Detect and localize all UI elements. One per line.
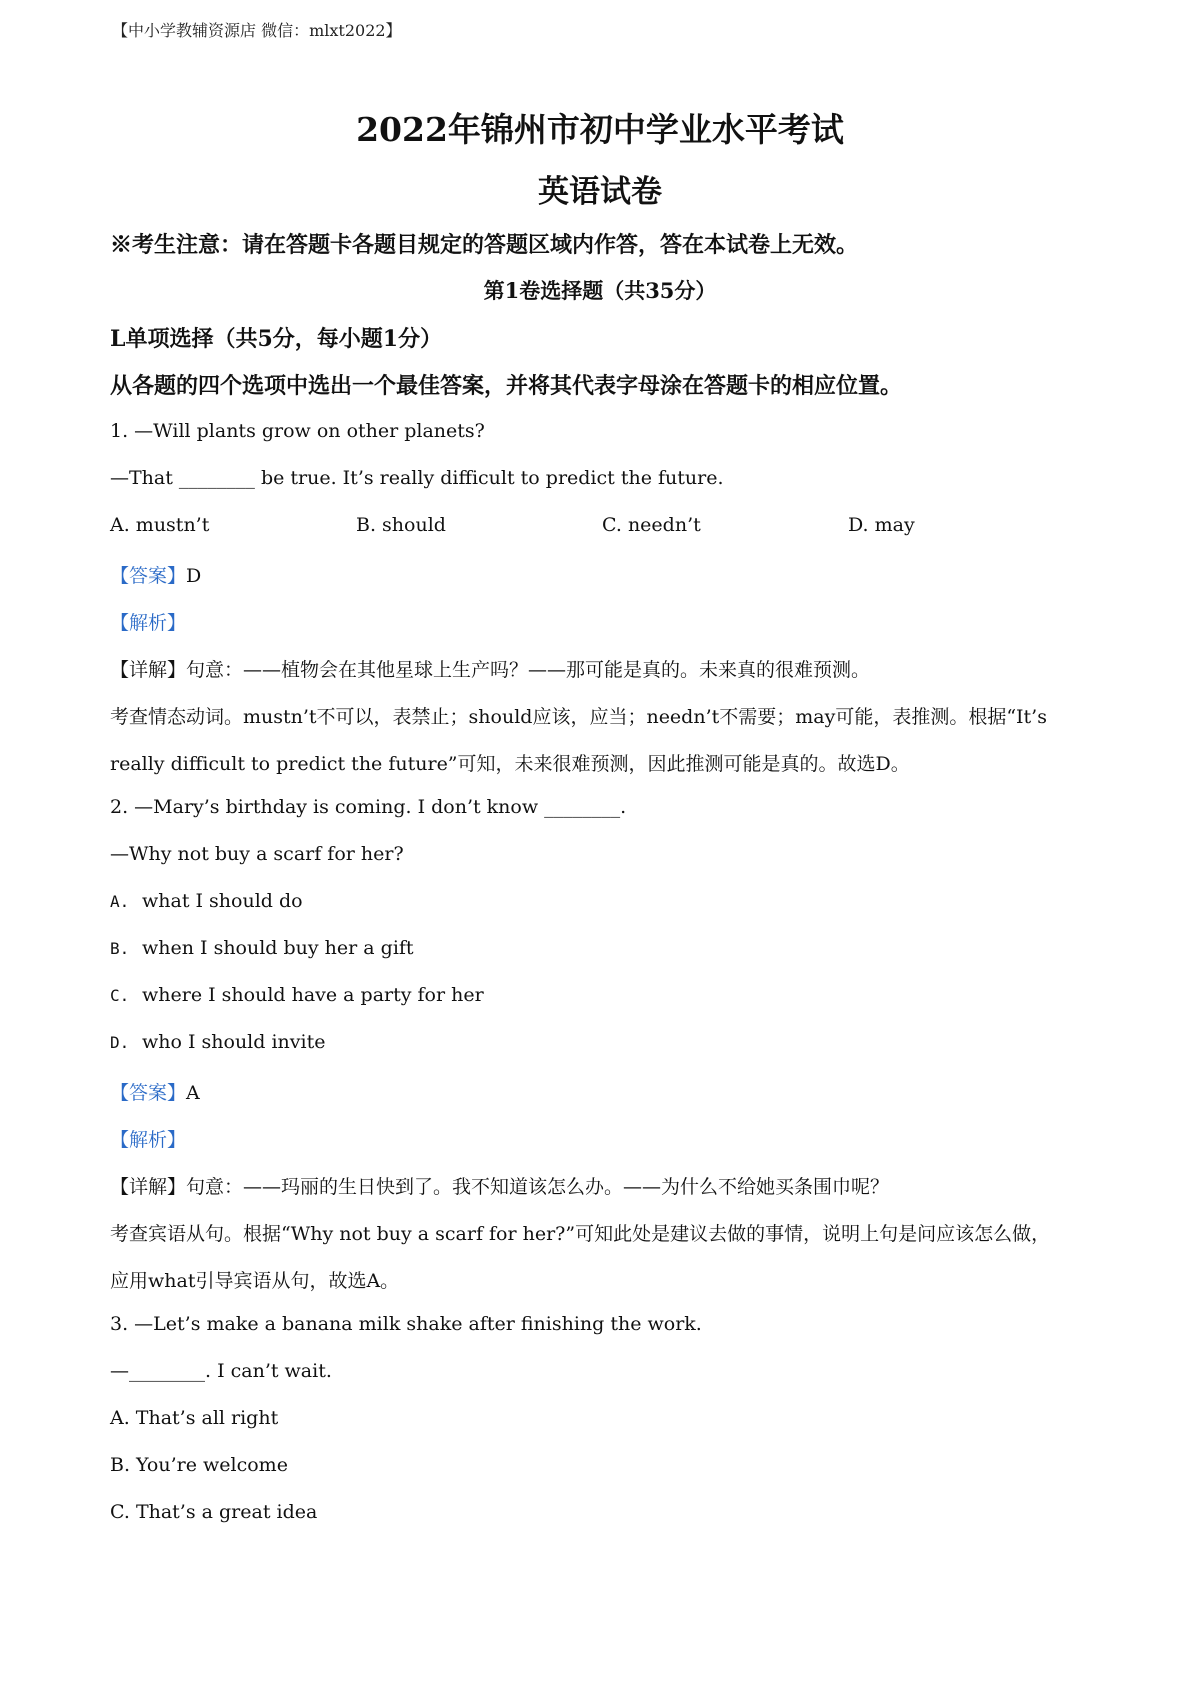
part1-instruction: 从各题的四个选项中选出一个最佳答案，并将其代表字母涂在答题卡的相应位置。: [110, 373, 903, 399]
q3-option-b: B. You’re welcome: [110, 1454, 288, 1476]
q2-option-d: [110, 1031, 325, 1053]
q2-analysis-label: 【解析】: [110, 1129, 187, 1151]
q1-option-b: B. should: [356, 514, 446, 536]
q2-detail-3: 应用what引导宾语从句，故选A。: [110, 1270, 400, 1292]
q1-option-d: D. may: [848, 514, 915, 536]
answer-label: 【答案】: [110, 1082, 187, 1104]
q1-line1: 1. —Will plants grow on other planets?: [110, 420, 485, 442]
candidate-notice: ※考生注意：请在答题卡各题目规定的答题区域内作答，答在本试卷上无效。: [110, 232, 859, 258]
q2-line2: —Why not buy a scarf for her?: [110, 843, 404, 865]
option-letter: D.: [110, 1033, 130, 1052]
q2-option-b: [110, 937, 414, 959]
answer-label: 【答案】: [110, 565, 187, 587]
option-text: when I should buy her a gift: [142, 937, 414, 959]
q2-detail-2: 考查宾语从句。根据“Why not buy a scarf for her?”可知此处是建议去做的事情，说明上句是问应该怎么做，: [110, 1223, 1051, 1245]
q1-line2: —That ________ be true. It’s really difficult to predict the future.: [110, 467, 724, 489]
q3-line1: 3. —Let’s make a banana milk shake after finishing the work.: [110, 1313, 702, 1335]
q1-option-a: A. mustn’t: [110, 514, 210, 536]
option-text: what I should do: [142, 890, 303, 912]
q2-option-a: [110, 890, 303, 912]
section-heading: 第1卷选择题（共35分）: [483, 278, 717, 303]
option-letter: B.: [110, 939, 130, 958]
q1-option-c: C. needn’t: [602, 514, 701, 536]
q2-detail-1: 【详解】句意：——玛丽的生日快到了。我不知道该怎么办。——为什么不给她买条围巾呢？: [110, 1176, 890, 1198]
q1-answer: [110, 561, 201, 588]
q1-detail-3: really difficult to predict the future”可知，未来很难预测，因此推测可能是真的。故选D。: [110, 753, 910, 775]
option-text: where I should have a party for her: [142, 984, 484, 1006]
option-letter: A.: [110, 892, 130, 911]
q2-answer: [110, 1078, 200, 1105]
q1-detail-2: 考查情态动词。mustn’t不可以，表禁止；should应该，应当；needn’t不需要；may可能，表推测。根据“It’s: [110, 706, 1047, 728]
q1-analysis-label: 【解析】: [110, 612, 187, 634]
q3-line2: —________. I can’t wait.: [110, 1360, 332, 1382]
q3-option-c: C. That’s a great idea: [110, 1501, 318, 1523]
option-text: who I should invite: [142, 1031, 326, 1053]
answer-value: A: [186, 1082, 200, 1104]
watermark-text: 【中小学教辅资源店 微信：mlxt2022】: [112, 21, 402, 40]
option-letter: C.: [110, 986, 130, 1005]
exam-subtitle: 英语试卷: [538, 174, 662, 210]
q1-detail-1: 【详解】句意：——植物会在其他星球上生产吗？——那可能是真的。未来真的很难预测。: [110, 659, 871, 681]
q2-line1: 2. —Mary’s birthday is coming. I don’t know ________.: [110, 796, 627, 818]
answer-value: D: [186, 565, 202, 587]
exam-title: 2022年锦州市初中学业水平考试: [356, 110, 844, 149]
q3-option-a: A. That’s all right: [110, 1407, 279, 1429]
part1-heading: L单项选择（共5分，每小题1分）: [110, 326, 443, 352]
q2-option-c: [110, 984, 484, 1006]
